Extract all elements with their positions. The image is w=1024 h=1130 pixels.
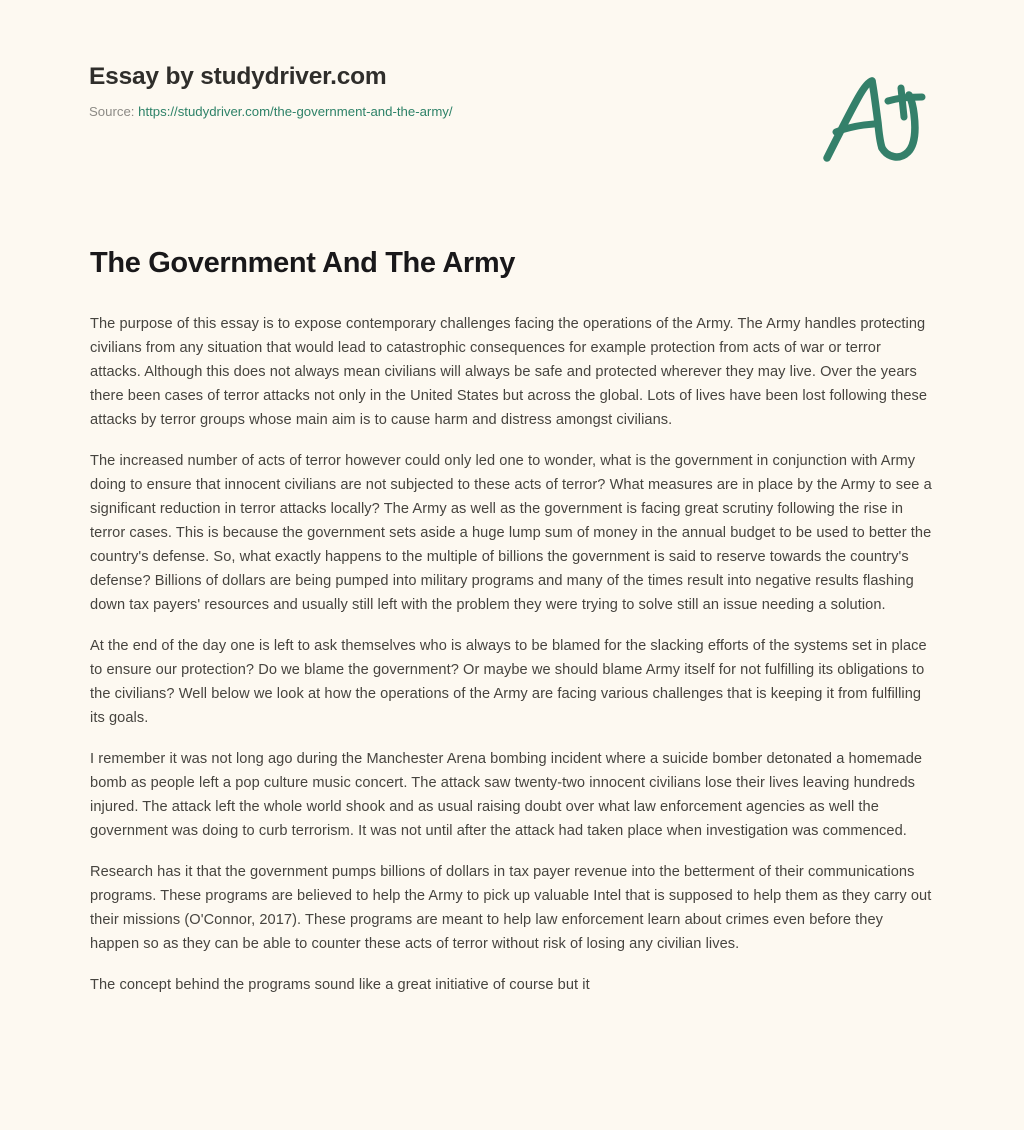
article-paragraph: At the end of the day one is left to ask themselves who is always to be blamed for the slacking efforts of the systems set in place to ensure our protection? Do we blame the government? Or maybe we should blame Army itself for not fulfilling its obligations to the civilians? Well below we look at how the operations of the Army are facing various challenges that is keeping it from fulfilling its goals. [90,638,927,727]
article-body [90,312,935,997]
page-header [89,62,935,172]
article-paragraph: The increased number of acts of terror however could only led one to wonder, what is the government in conjunction with Army doing to ensure that innocent civilians are not subjected to these acts of terror? What measures are in place by the Army to see a significant reduction in terror attacks locally? The Army as well as the government is facing great scrutiny following the rise in terror cases. This is because the government sets aside a huge lump sum of money in the annual budget to be used to better the country's defense. So, what exactly happens to the multiple of billions the government is said to reserve towards the country's defense? Billions of dollars are being pumped into military programs and many of the times result into negative results flashing down tax payers' resources and usually still left with the problem they were trying to solve still an issue needing a solution. [90,453,932,614]
page-title: The Government And The Army [90,247,516,279]
brand-title: Essay by studydriver.com [89,63,387,90]
article-paragraph: I remember it was not long ago during the Manchester Arena bombing incident where a suicide bomber detonated a homemade bomb as people left a pop culture music concert. The attack saw twenty-two innocent civilians lose their lives leaving hundreds injured. The attack left the whole world shook and as usual raising doubt over what law enforcement agencies as well the government was doing to curb terrorism. It was not until after the attack had taken place when investigation was commenced. [90,751,923,840]
a-plus-logo-icon [818,72,932,164]
a-plus-logo-svg [818,72,932,164]
article-paragraph: Research has it that the government pumps billions of dollars in tax payer revenue into the betterment of their communications programs. These programs are believed to help the Army to pick up valuable Intel that is supposed to help them as they carry out their missions (O'Connor, 2017). These programs are meant to help law enforcement learn about crimes even before they happen so as they can be able to counter these acts of terror without risk of losing any civilian lives. [90,864,932,953]
source-label: Source: [89,104,135,120]
source-line [89,103,935,121]
article [90,246,935,997]
article-paragraph: The concept behind the programs sound like a great initiative of course but it [90,977,590,994]
article-paragraph: The purpose of this essay is to expose contemporary challenges facing the operations of the Army. The Army handles protecting civilians from any situation that would lead to catastrophic consequences for example protection from acts of war or terror attacks. Although this does not always mean civilians will always be safe and protected wherever they may live. Over the years there been cases of terror attacks not only in the United States but across the global. Lots of lives have been lost following these attacks by terror groups whose main aim is to cause harm and distress amongst civilians. [90,316,928,429]
source-url-link[interactable]: https://studydriver.com/the-government-and-the-army/ [138,104,453,120]
